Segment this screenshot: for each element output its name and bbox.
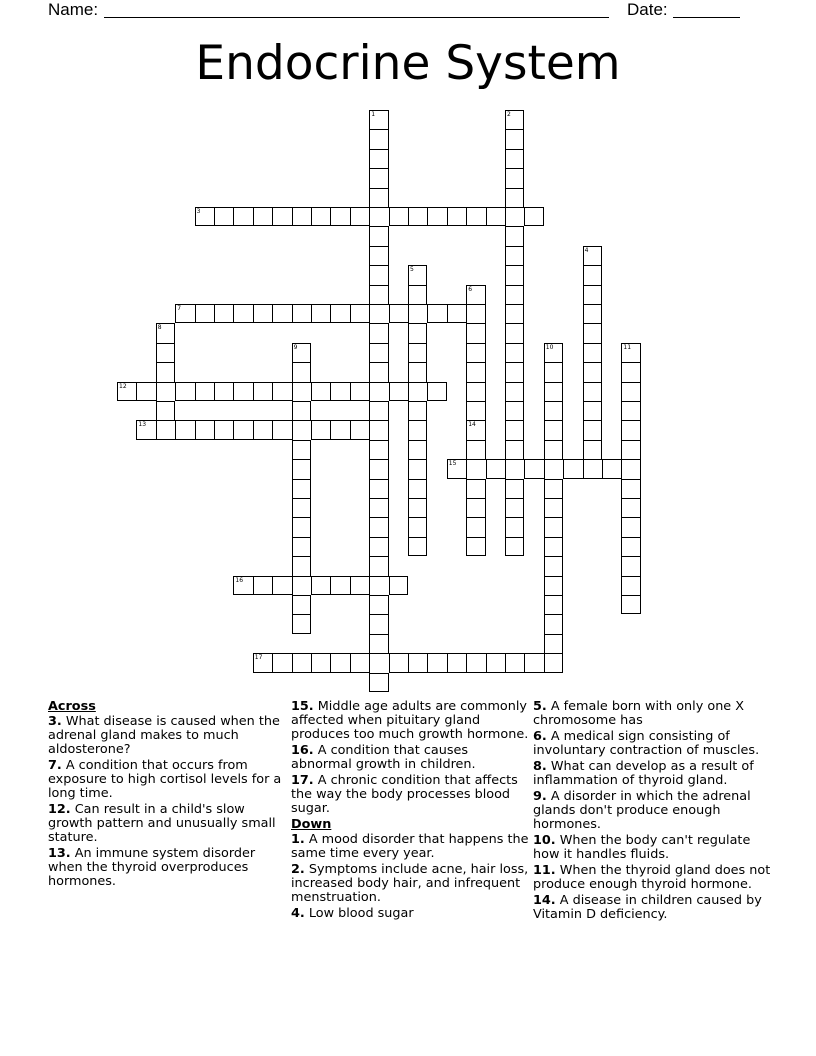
crossword-cell[interactable]: [505, 168, 524, 187]
crossword-cell[interactable]: [505, 207, 524, 226]
clue-text: A disorder in which the adrenal glands don't produce enough hormones.: [533, 789, 751, 832]
crossword-cell[interactable]: [389, 304, 408, 323]
crossword-cell[interactable]: [369, 129, 388, 148]
crossword-cell[interactable]: [233, 382, 252, 401]
crossword-cell[interactable]: [292, 614, 311, 633]
crossword-cell[interactable]: [369, 149, 388, 168]
crossword-cell[interactable]: [408, 498, 427, 517]
crossword-cell[interactable]: [369, 343, 388, 362]
across-clue: [291, 774, 529, 816]
crossword-cell[interactable]: [505, 498, 524, 517]
crossword-cell[interactable]: [369, 323, 388, 342]
crossword-cell[interactable]: [427, 207, 446, 226]
cell-number: 3: [196, 208, 201, 215]
crossword-cell[interactable]: [466, 382, 485, 401]
crossword-cell[interactable]: [621, 576, 640, 595]
crossword-cell[interactable]: [311, 420, 330, 439]
crossword-cell[interactable]: [369, 207, 388, 226]
crossword-cell[interactable]: [156, 382, 175, 401]
crossword-cell[interactable]: [505, 517, 524, 536]
clue-text: Middle age adults are commonly affected when pituitary gland produces too much growth hormone.: [291, 699, 529, 742]
crossword-cell[interactable]: [175, 382, 194, 401]
crossword-cell[interactable]: [621, 595, 640, 614]
crossword-cell[interactable]: [214, 382, 233, 401]
crossword-cell[interactable]: [369, 634, 388, 653]
cell-number: 13: [138, 421, 147, 429]
crossword-cell[interactable]: [369, 498, 388, 517]
clue-number: 9.: [533, 789, 547, 804]
clue-number: 3.: [48, 714, 62, 729]
crossword-cell[interactable]: [330, 382, 349, 401]
across-heading: Across: [48, 699, 96, 714]
crossword-cell[interactable]: [369, 517, 388, 536]
clues-column-3: [533, 700, 773, 924]
crossword-cell[interactable]: [408, 653, 427, 672]
crossword-cell[interactable]: [369, 537, 388, 556]
crossword-cell[interactable]: [350, 420, 369, 439]
crossword-cell[interactable]: [195, 382, 214, 401]
cell-number: 10: [545, 343, 554, 351]
down-clue: [533, 730, 773, 758]
crossword-cell[interactable]: [272, 653, 291, 672]
across-clue: [48, 803, 288, 845]
clue-number: 12.: [48, 802, 71, 817]
crossword-cell[interactable]: [272, 420, 291, 439]
crossword-cell[interactable]: [583, 420, 602, 439]
crossword-cell[interactable]: [466, 459, 485, 478]
crossword-cell[interactable]: [544, 401, 563, 420]
crossword-cell[interactable]: [583, 285, 602, 304]
crossword-cell[interactable]: [621, 556, 640, 575]
crossword-cell[interactable]: [505, 362, 524, 381]
crossword-cell[interactable]: [292, 207, 311, 226]
crossword-cell[interactable]: [330, 207, 349, 226]
crossword-cell[interactable]: [369, 382, 388, 401]
across-clue: [48, 715, 288, 757]
crossword-cell[interactable]: [544, 440, 563, 459]
crossword-cell[interactable]: [233, 304, 252, 323]
cell-number: 14: [468, 421, 476, 429]
crossword-cell[interactable]: [156, 362, 175, 381]
crossword-cell[interactable]: [369, 362, 388, 381]
crossword-cell[interactable]: [447, 653, 466, 672]
crossword-cell[interactable]: [524, 459, 543, 478]
crossword-cell[interactable]: [408, 285, 427, 304]
crossword-cell[interactable]: [233, 420, 252, 439]
crossword-cell[interactable]: [292, 595, 311, 614]
crossword-cell[interactable]: [466, 479, 485, 498]
date-label: Date:: [627, 0, 668, 19]
crossword-cell[interactable]: [292, 556, 311, 575]
crossword-cell[interactable]: [389, 653, 408, 672]
crossword-cell[interactable]: [621, 459, 640, 478]
crossword-cell[interactable]: [253, 382, 272, 401]
crossword-cell[interactable]: [253, 576, 272, 595]
clue-number: 2.: [291, 862, 305, 877]
crossword-cell[interactable]: [195, 304, 214, 323]
crossword-cell[interactable]: [505, 129, 524, 148]
crossword-cell[interactable]: [505, 343, 524, 362]
clue-text: A disease in children caused by Vitamin D deficiency.: [533, 893, 762, 922]
crossword-cell[interactable]: [486, 653, 505, 672]
crossword-cell[interactable]: [505, 459, 524, 478]
clue-number: 13.: [48, 846, 71, 861]
crossword-cell[interactable]: [466, 362, 485, 381]
clue-text: Symptoms include acne, hair loss, increased body hair, and infrequent menstruation.: [291, 862, 529, 905]
crossword-cell[interactable]: [621, 382, 640, 401]
name-label: Name:: [48, 0, 99, 19]
down-clue: [533, 834, 773, 862]
crossword-cell[interactable]: [583, 323, 602, 342]
down-clue: [291, 833, 529, 861]
crossword-cell[interactable]: [544, 382, 563, 401]
crossword-cell[interactable]: [369, 168, 388, 187]
across-clue: [291, 744, 529, 772]
clue-number: 8.: [533, 759, 547, 774]
crossword-cell[interactable]: [583, 343, 602, 362]
crossword-cell[interactable]: [136, 382, 155, 401]
crossword-cell[interactable]: [214, 420, 233, 439]
clue-text: When the body can't regulate how it handles fluids.: [533, 833, 751, 862]
crossword-cell[interactable]: [253, 207, 272, 226]
crossword-cell[interactable]: [408, 459, 427, 478]
crossword-cell[interactable]: [544, 498, 563, 517]
crossword-cell[interactable]: [544, 479, 563, 498]
crossword-cell[interactable]: [311, 304, 330, 323]
crossword-cell[interactable]: [505, 149, 524, 168]
crossword-cell[interactable]: [408, 420, 427, 439]
crossword-cell[interactable]: [233, 207, 252, 226]
crossword-cell[interactable]: [466, 323, 485, 342]
crossword-cell[interactable]: [292, 362, 311, 381]
down-clue: [533, 894, 773, 922]
crossword-cell[interactable]: [466, 498, 485, 517]
cell-number: 2: [507, 111, 511, 118]
crossword-cell[interactable]: [505, 401, 524, 420]
crossword-cell[interactable]: [544, 537, 563, 556]
crossword-cell[interactable]: [292, 653, 311, 672]
across-clue: [48, 847, 288, 889]
crossword-cell[interactable]: [311, 653, 330, 672]
crossword-cell[interactable]: [466, 653, 485, 672]
crossword-cell[interactable]: [292, 440, 311, 459]
crossword-cell[interactable]: [466, 517, 485, 536]
crossword-cell[interactable]: [369, 459, 388, 478]
clue-text: Low blood sugar: [308, 906, 414, 921]
crossword-cell[interactable]: [311, 207, 330, 226]
crossword-cell[interactable]: [292, 479, 311, 498]
crossword-cell[interactable]: [408, 343, 427, 362]
crossword-cell[interactable]: [505, 285, 524, 304]
down-clue: [533, 760, 773, 788]
crossword-cell[interactable]: [350, 653, 369, 672]
crossword-cell[interactable]: [311, 576, 330, 595]
crossword-cell[interactable]: [350, 304, 369, 323]
crossword-cell[interactable]: [369, 614, 388, 633]
crossword-cell[interactable]: [621, 479, 640, 498]
cell-number: 1: [371, 111, 376, 118]
down-clue: [533, 790, 773, 832]
crossword-cell[interactable]: [408, 323, 427, 342]
across-clue: [291, 700, 529, 742]
crossword-cell[interactable]: [292, 420, 311, 439]
crossword-cell[interactable]: [544, 634, 563, 653]
page-title: Endocrine System: [195, 36, 621, 91]
crossword-cell[interactable]: [369, 226, 388, 245]
cell-number: 15: [448, 460, 457, 468]
crossword-cell[interactable]: [195, 420, 214, 439]
clue-text: A chronic condition that affects the way the body processes blood sugar.: [291, 773, 518, 816]
clue-text: A female born with only one X chromosome has: [533, 699, 745, 728]
cell-number: 4: [584, 246, 589, 254]
crossword-cell[interactable]: [253, 304, 272, 323]
cell-number: 6: [468, 285, 473, 293]
crossword-cell[interactable]: [466, 207, 485, 226]
clues-column-1: [48, 700, 288, 891]
clue-number: 11.: [533, 863, 556, 878]
clue-number: 14.: [533, 893, 556, 908]
crossword-cell[interactable]: [427, 304, 446, 323]
crossword-cell[interactable]: [272, 576, 291, 595]
crossword-cell[interactable]: [505, 246, 524, 265]
crossword-cell[interactable]: [369, 285, 388, 304]
clue-text: A mood disorder that happens the same time every year.: [291, 832, 529, 861]
crossword-cell[interactable]: [621, 537, 640, 556]
crossword-cell[interactable]: [505, 226, 524, 245]
crossword-cell[interactable]: [369, 595, 388, 614]
clue-number: 1.: [291, 832, 305, 847]
crossword-cell[interactable]: [427, 653, 446, 672]
crossword-cell[interactable]: [253, 420, 272, 439]
crossword-cell[interactable]: [292, 517, 311, 536]
crossword-cell[interactable]: [505, 537, 524, 556]
crossword-cell[interactable]: [330, 420, 349, 439]
crossword-cell[interactable]: [408, 440, 427, 459]
crossword-cell[interactable]: [369, 246, 388, 265]
crossword-cell[interactable]: [621, 498, 640, 517]
crossword-cell[interactable]: [583, 382, 602, 401]
clue-number: 17.: [291, 773, 314, 788]
crossword-cell[interactable]: [447, 304, 466, 323]
crossword-cell[interactable]: [214, 207, 233, 226]
crossword-cell[interactable]: [156, 343, 175, 362]
crossword-cell[interactable]: [175, 420, 194, 439]
crossword-cell[interactable]: [505, 304, 524, 323]
crossword-cell[interactable]: [330, 653, 349, 672]
crossword-cell[interactable]: [621, 401, 640, 420]
clue-text: Can result in a child's slow growth pattern and unusually small stature.: [48, 802, 276, 845]
crossword-cell[interactable]: [369, 420, 388, 439]
crossword-cell[interactable]: [292, 537, 311, 556]
crossword-cell[interactable]: [272, 207, 291, 226]
crossword-cell[interactable]: [602, 459, 621, 478]
crossword-cell[interactable]: [524, 207, 543, 226]
crossword-cell[interactable]: [583, 265, 602, 284]
crossword-cell[interactable]: [466, 343, 485, 362]
crossword-cell[interactable]: [369, 304, 388, 323]
crossword-cell[interactable]: [544, 653, 563, 672]
crossword-cell[interactable]: [447, 207, 466, 226]
clue-text: A condition that occurs from exposure to high cortisol levels for a long time.: [48, 758, 282, 801]
crossword-cell[interactable]: [583, 304, 602, 323]
crossword-cell[interactable]: [505, 440, 524, 459]
crossword-cell[interactable]: [369, 440, 388, 459]
crossword-cell[interactable]: [466, 304, 485, 323]
clue-number: 15.: [291, 699, 314, 714]
cell-number: 17: [254, 654, 263, 662]
crossword-cell[interactable]: [408, 479, 427, 498]
clue-number: 7.: [48, 758, 62, 773]
crossword-cell[interactable]: [544, 556, 563, 575]
crossword-cell[interactable]: [156, 401, 175, 420]
clue-text: A condition that causes abnormal growth in children.: [291, 743, 476, 772]
crossword-cell[interactable]: [583, 362, 602, 381]
crossword-cell[interactable]: [350, 382, 369, 401]
crossword-cell[interactable]: [408, 362, 427, 381]
crossword-cell[interactable]: [408, 517, 427, 536]
crossword-cell[interactable]: [292, 401, 311, 420]
down-clue: [533, 700, 773, 728]
cell-number: 8: [157, 324, 162, 332]
crossword-cell[interactable]: [544, 420, 563, 439]
clue-number: 6.: [533, 729, 547, 744]
crossword-cell[interactable]: [350, 576, 369, 595]
crossword-cell[interactable]: [544, 614, 563, 633]
crossword-cell[interactable]: [408, 304, 427, 323]
down-clue: [533, 864, 773, 892]
cell-number: 9: [293, 343, 298, 351]
cell-number: 5: [410, 266, 414, 274]
crossword-cell[interactable]: [292, 576, 311, 595]
crossword-cell[interactable]: [583, 459, 602, 478]
crossword-cell[interactable]: [486, 459, 505, 478]
clues-column-2: [291, 700, 529, 923]
crossword-cell[interactable]: [350, 207, 369, 226]
cell-number: 16: [235, 576, 244, 584]
crossword-cell[interactable]: [544, 459, 563, 478]
crossword-cell[interactable]: [408, 207, 427, 226]
clue-number: 4.: [291, 906, 305, 921]
crossword-cell[interactable]: [427, 382, 446, 401]
crossword-cell[interactable]: [621, 440, 640, 459]
crossword-cell[interactable]: [583, 401, 602, 420]
crossword-cell[interactable]: [505, 479, 524, 498]
crossword-cell[interactable]: [583, 440, 602, 459]
crossword-cell[interactable]: [369, 653, 388, 672]
crossword-cell[interactable]: [621, 517, 640, 536]
crossword-cell[interactable]: [156, 420, 175, 439]
crossword-cell[interactable]: [408, 537, 427, 556]
clue-number: 5.: [533, 699, 547, 714]
crossword-cell[interactable]: [369, 479, 388, 498]
crossword-cell[interactable]: [505, 382, 524, 401]
clue-text: An immune system disorder when the thyroid overproduces hormones.: [48, 846, 256, 889]
crossword-cell[interactable]: [292, 304, 311, 323]
crossword-cell[interactable]: [292, 382, 311, 401]
crossword-cell[interactable]: [369, 576, 388, 595]
crossword-cell[interactable]: [292, 498, 311, 517]
cell-number: 12: [119, 382, 127, 390]
crossword-cell[interactable]: [466, 440, 485, 459]
crossword-cell[interactable]: [544, 595, 563, 614]
crossword-cell[interactable]: [292, 459, 311, 478]
crossword-cell[interactable]: [389, 207, 408, 226]
down-clue: [291, 907, 529, 921]
crossword-cell[interactable]: [621, 362, 640, 381]
crossword-cell[interactable]: [408, 382, 427, 401]
crossword-cell[interactable]: [369, 265, 388, 284]
crossword-cell[interactable]: [330, 576, 349, 595]
crossword-cell[interactable]: [466, 401, 485, 420]
crossword-cell[interactable]: [505, 323, 524, 342]
down-clue: [291, 863, 529, 905]
crossword-cell[interactable]: [486, 207, 505, 226]
crossword-cell[interactable]: [544, 576, 563, 595]
crossword-cell[interactable]: [544, 517, 563, 536]
crossword-cell[interactable]: [563, 459, 582, 478]
clue-number: 16.: [291, 743, 314, 758]
down-heading: Down: [291, 817, 332, 832]
crossword-cell[interactable]: [369, 401, 388, 420]
across-clue: [48, 759, 288, 801]
crossword-cell[interactable]: [369, 188, 388, 207]
crossword-cell[interactable]: [505, 188, 524, 207]
crossword-cell[interactable]: [505, 420, 524, 439]
clue-text: A medical sign consisting of involuntary contraction of muscles.: [533, 729, 760, 758]
crossword-cell[interactable]: [505, 653, 524, 672]
crossword-cell[interactable]: [369, 556, 388, 575]
crossword-cell[interactable]: [408, 401, 427, 420]
crossword-cell[interactable]: [330, 304, 349, 323]
crossword-cell[interactable]: [272, 382, 291, 401]
cell-number: 11: [623, 343, 632, 351]
clue-text: What can develop as a result of inflammation of thyroid gland.: [533, 759, 754, 788]
crossword-cell[interactable]: [544, 362, 563, 381]
crossword-cell[interactable]: [466, 537, 485, 556]
clue-number: 10.: [533, 833, 556, 848]
crossword-cell[interactable]: [389, 382, 408, 401]
crossword-cell[interactable]: [214, 304, 233, 323]
crossword-cell[interactable]: [369, 673, 388, 692]
crossword-cell[interactable]: [505, 265, 524, 284]
crossword-cell[interactable]: [389, 576, 408, 595]
clue-text: When the thyroid gland does not produce enough thyroid hormone.: [533, 863, 771, 892]
crossword-cell[interactable]: [524, 653, 543, 672]
crossword-cell[interactable]: [311, 382, 330, 401]
crossword-cell[interactable]: [621, 420, 640, 439]
crossword-cell[interactable]: [272, 304, 291, 323]
cell-number: 7: [177, 305, 182, 312]
clue-text: What disease is caused when the adrenal gland makes to much aldosterone?: [48, 714, 280, 757]
